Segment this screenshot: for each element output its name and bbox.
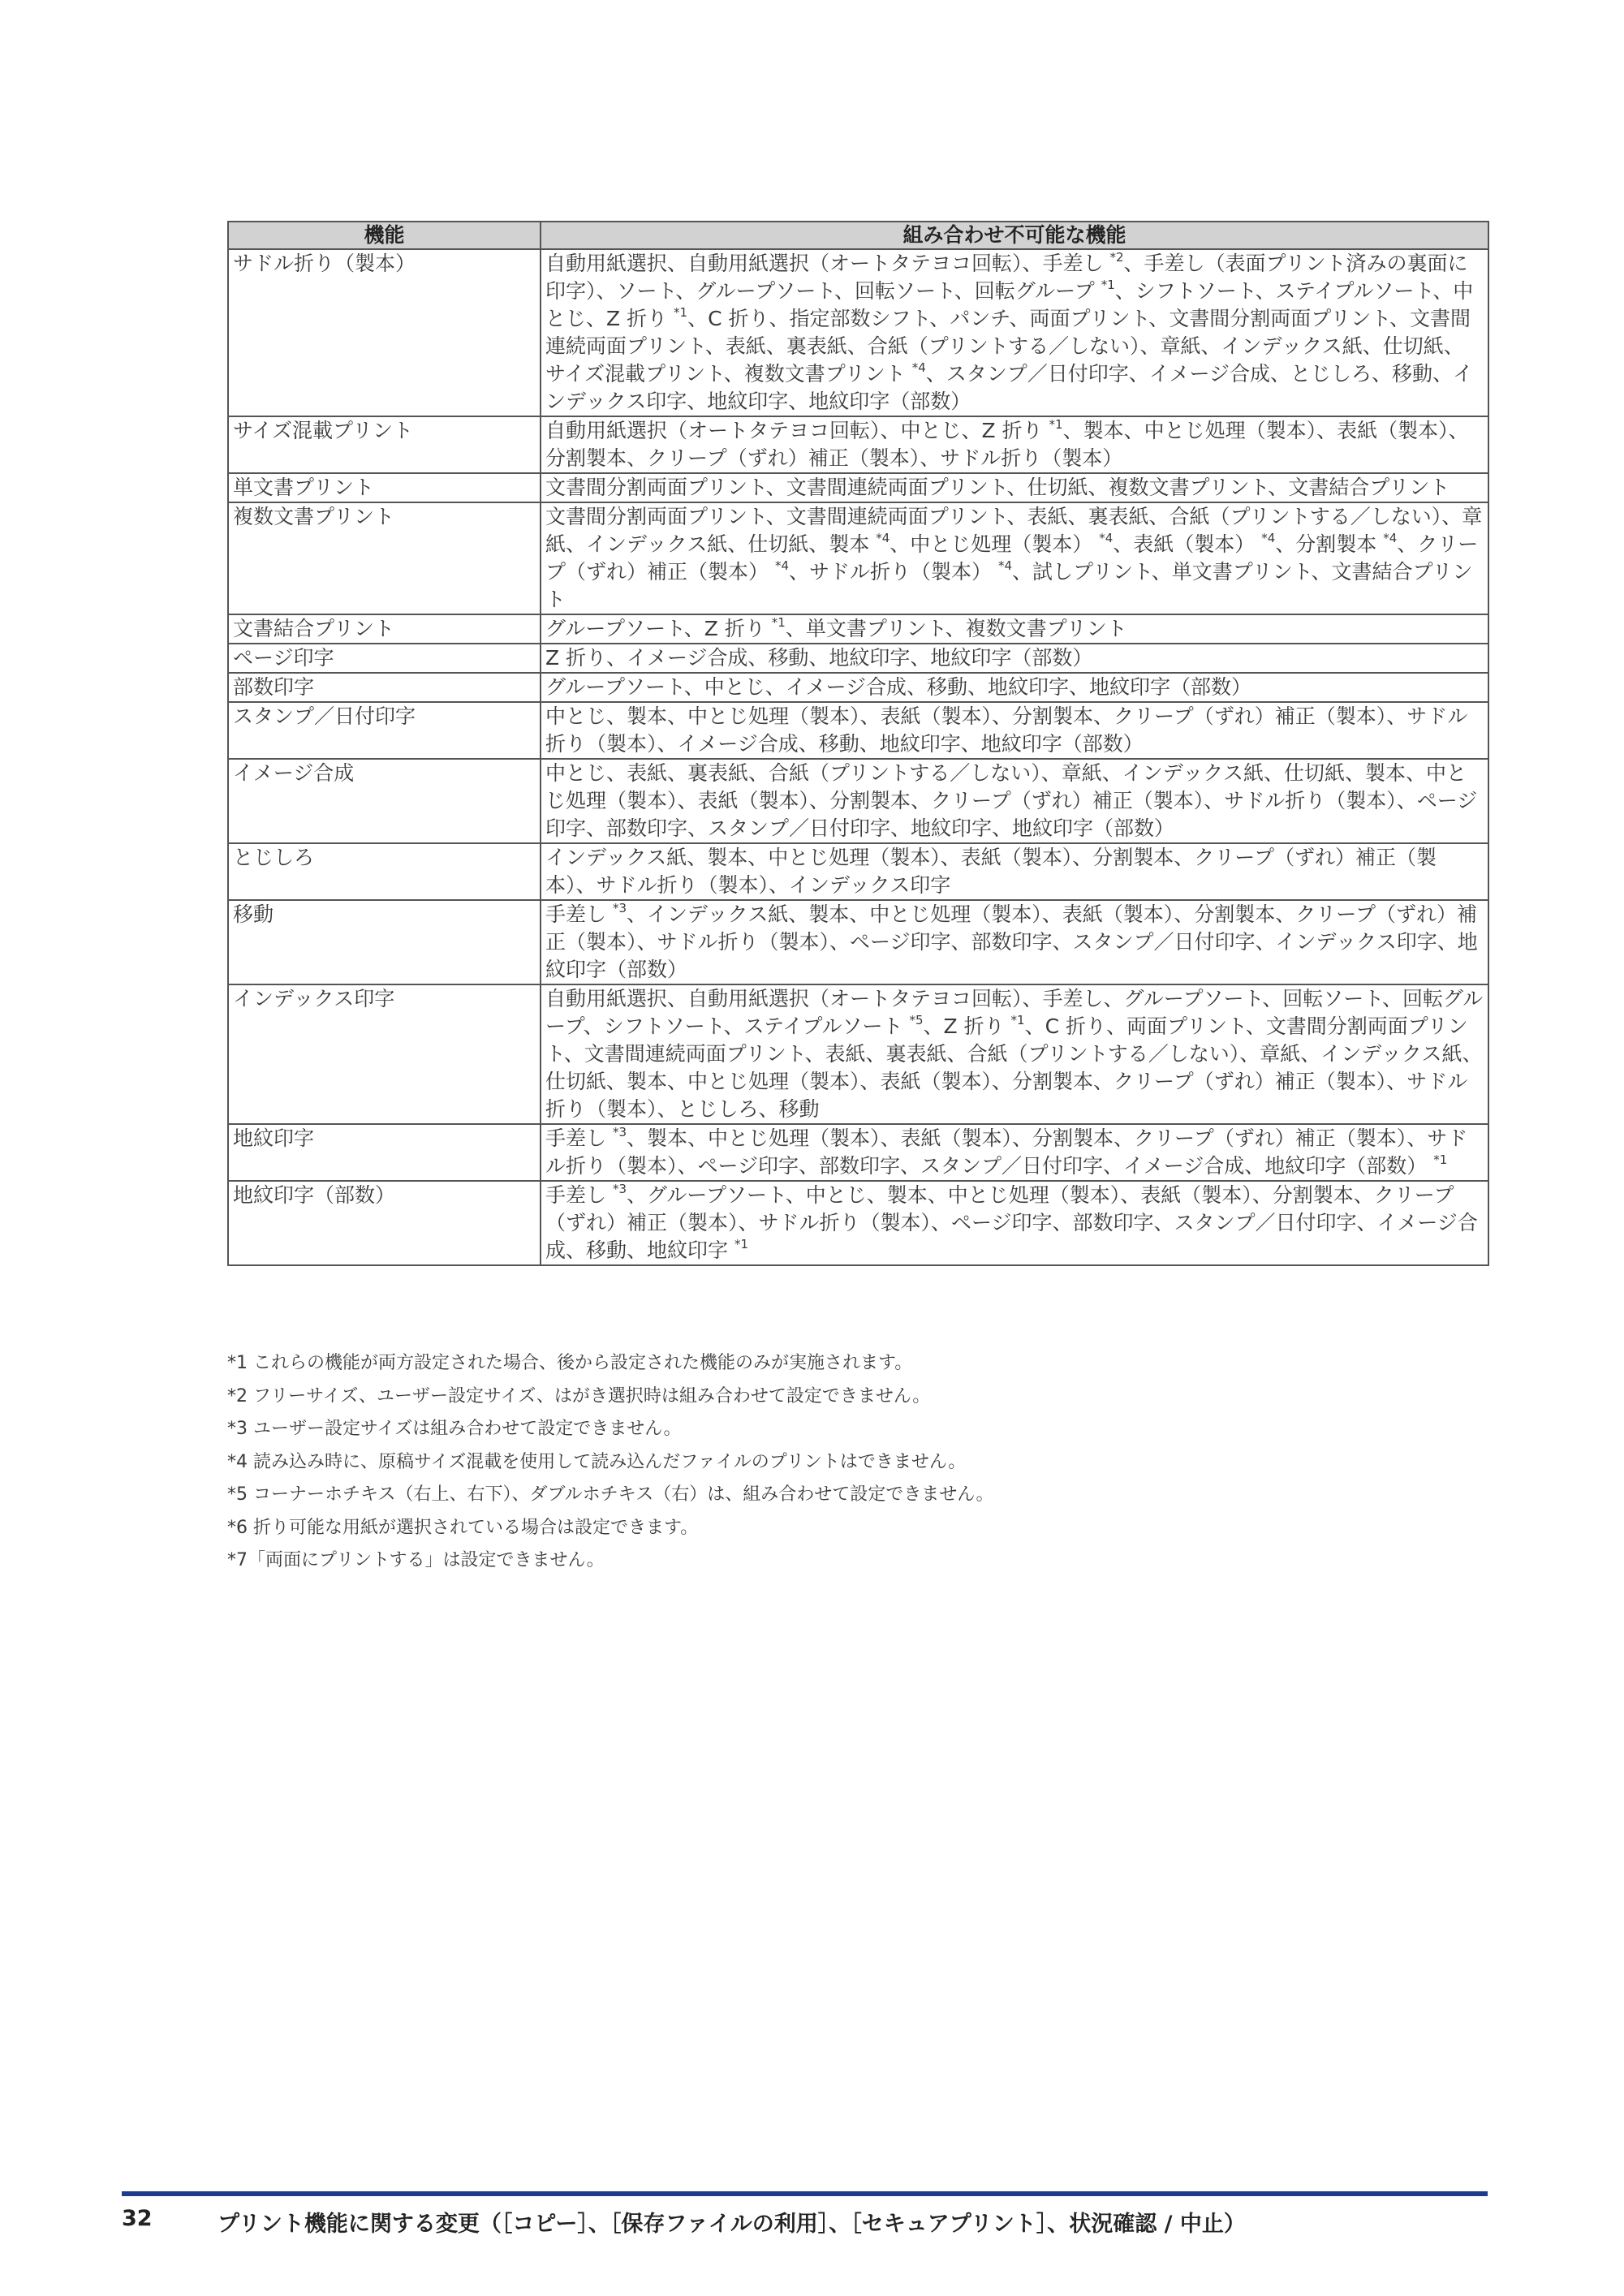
cell-text: 、サドル折り（製本） xyxy=(789,560,998,584)
feature-cell: サドル折り（製本） xyxy=(228,249,541,416)
footnote-ref: *4 xyxy=(1383,531,1398,545)
function-combination-table xyxy=(227,221,1489,1266)
cell-text: 、分割製本 xyxy=(1275,532,1384,556)
cell-text: 、試しプリント、単文書プリント、文書結合プリント xyxy=(545,560,1473,611)
feature-cell: ページ印字 xyxy=(228,644,541,673)
footnote-ref: *4 xyxy=(774,558,789,573)
cell-text: 、手差し（表面プリント済みの裏面に印字）、ソート、グループソート、回転ソート、回転グループ xyxy=(545,252,1468,303)
footnote: *5 コーナーホチキス（右上、右下）、ダブルホチキス（右）は、組み合わせて設定できません。 xyxy=(227,1484,994,1505)
cell-text: 自動用紙選択（オートタテヨコ回転）、中とじ、Z 折り xyxy=(545,419,1049,442)
table-row xyxy=(228,900,1488,984)
footnote-ref: *3 xyxy=(612,1182,627,1196)
cell-text: 手差し xyxy=(545,902,613,926)
incompatible-cell xyxy=(541,843,1488,900)
feature-cell: 地紋印字（部数） xyxy=(228,1181,541,1265)
table-row xyxy=(228,502,1488,614)
footnote-ref: *1 xyxy=(771,615,786,630)
footnotes xyxy=(227,1347,1488,1578)
footnote: *2 フリーサイズ、ユーザー設定サイズ、はがき選択時は組み合わせて設定できません。 xyxy=(227,1385,931,1406)
footnote-ref: *4 xyxy=(1261,531,1276,545)
footnote-ref: *1 xyxy=(1049,417,1063,432)
feature-cell: サイズ混載プリント xyxy=(228,416,541,473)
incompatible-cell xyxy=(541,759,1488,843)
cell-text: 中とじ、表紙、裏表紙、合紙（プリントする／しない）、章紙、インデックス紙、仕切紙、製本、中とじ処理（製本）、表紙（製本）、分割製本、クリープ（ずれ）補正（製本）、サドル折り（製本）、ページ印字、部数印字、スタンプ／日付印字、地紋印字、地紋印字（部数） xyxy=(545,761,1478,840)
cell-text: 手差し xyxy=(545,1126,613,1150)
footnote: *4 読み込み時に、原稿サイズ混載を使用して読み込んだファイルのプリントはできません。 xyxy=(227,1451,967,1472)
feature-cell: イメージ合成 xyxy=(228,759,541,843)
footnote-ref: *3 xyxy=(612,901,627,915)
cell-text: インデックス紙、製本、中とじ処理（製本）、表紙（製本）、分割製本、クリープ（ずれ）補正（製本）、サドル折り（製本）、インデックス印字 xyxy=(545,846,1437,897)
footnote: *7「両面にプリントする」は設定できません。 xyxy=(227,1550,605,1570)
footnote-ref: *1 xyxy=(1010,1013,1025,1027)
incompatible-cell xyxy=(541,702,1488,759)
table-row xyxy=(228,473,1488,502)
footnote-ref: *3 xyxy=(612,1125,627,1139)
cell-text: Z 折り、イメージ合成、移動、地紋印字、地紋印字（部数） xyxy=(545,646,1093,670)
cell-text: 文書間分割両面プリント、文書間連続両面プリント、仕切紙、複数文書プリント、文書結合プリント xyxy=(545,476,1450,499)
table-row xyxy=(228,614,1488,644)
table-row xyxy=(228,249,1488,416)
table-row xyxy=(228,1124,1488,1181)
table-row xyxy=(228,416,1488,473)
table-row xyxy=(228,843,1488,900)
incompatible-cell xyxy=(541,984,1488,1124)
footnote-ref: *1 xyxy=(734,1237,748,1251)
footnote: *1 これらの機能が両方設定された場合、後から設定された機能のみが実施されます。 xyxy=(227,1353,913,1373)
feature-cell: 部数印字 xyxy=(228,673,541,702)
incompatible-cell xyxy=(541,614,1488,644)
footer-title: プリント機能に関する変更（［コピー］、［保存ファイルの利用］、［セキュアプリント］、状況確認 / 中止） xyxy=(218,2212,1246,2237)
table-body xyxy=(228,249,1488,1265)
incompatible-cell xyxy=(541,416,1488,473)
cell-text: 、C 折り、両面プリント、文書間分割両面プリント、文書間連続両面プリント、表紙、裏表紙、合紙（プリントする／しない）、章紙、インデックス紙、仕切紙、製本、中とじ処理（製本）、表紙（製本）、分割製本、クリープ（ずれ）補正（製本）、サドル折り（製本）、とじしろ、移動 xyxy=(545,1014,1483,1121)
cell-text: 、シフトソート、ステイプルソート、中とじ、Z 折り xyxy=(545,279,1474,330)
footnote-ref: *4 xyxy=(997,558,1012,573)
feature-cell: とじしろ xyxy=(228,843,541,900)
table-row xyxy=(228,673,1488,702)
feature-cell: 単文書プリント xyxy=(228,473,541,502)
incompatible-cell xyxy=(541,900,1488,984)
cell-text: 、表紙（製本） xyxy=(1113,532,1262,556)
footnote-ref: *1 xyxy=(674,305,688,320)
cell-text: グループソート、Z 折り xyxy=(545,617,772,640)
cell-text: 、製本、中とじ処理（製本）、表紙（製本）、分割製本、クリープ（ずれ）補正（製本）、サドル折り（製本）、ページ印字、部数印字、スタンプ／日付印字、イメージ合成、地紋印字（部数） xyxy=(545,1126,1468,1178)
header-incompatible: 組み合わせ不可能な機能 xyxy=(541,222,1488,249)
cell-text: 文書間分割両面プリント、文書間連続両面プリント、表紙、裏表紙、合紙（プリントする／しない）、章紙、インデックス紙、仕切紙、製本 xyxy=(545,505,1483,556)
cell-text: グループソート、中とじ、イメージ合成、移動、地紋印字、地紋印字（部数） xyxy=(545,675,1252,699)
cell-text: 自動用紙選択、自動用紙選択（オートタテヨコ回転）、手差し、グループソート、回転ソート、回転グループ、シフトソート、ステイプルソート xyxy=(545,987,1484,1038)
cell-text: 手差し xyxy=(545,1183,613,1207)
cell-text: 、単文書プリント、複数文書プリント xyxy=(785,617,1127,640)
table-row xyxy=(228,984,1488,1124)
table-row xyxy=(228,1181,1488,1265)
feature-cell: インデックス印字 xyxy=(228,984,541,1124)
cell-text: 、グループソート、中とじ、製本、中とじ処理（製本）、表紙（製本）、分割製本、クリープ（ずれ）補正（製本）、サドル折り（製本）、ページ印字、部数印字、スタンプ／日付印字、イメージ合成、移動、地紋印字 xyxy=(545,1183,1478,1262)
footnote-ref: *4 xyxy=(911,360,926,375)
cell-text: 、クリープ（ずれ）補正（製本） xyxy=(545,532,1479,584)
incompatible-cell xyxy=(541,473,1488,502)
cell-text: 自動用紙選択、自動用紙選択（オートタテヨコ回転）、手差し xyxy=(545,252,1110,275)
footnote-ref: *5 xyxy=(909,1013,924,1027)
cell-text: 、スタンプ／日付印字、イメージ合成、とじしろ、移動、インデックス印字、地紋印字、地紋印字（部数） xyxy=(545,362,1474,413)
footnote: *6 折り可能な用紙が選択されている場合は設定できます。 xyxy=(227,1517,699,1538)
table-row xyxy=(228,644,1488,673)
incompatible-cell xyxy=(541,1124,1488,1181)
feature-cell: 移動 xyxy=(228,900,541,984)
cell-text: 、中とじ処理（製本） xyxy=(890,532,1100,556)
cell-text: 、Z 折り xyxy=(923,1014,1011,1038)
incompatible-cell xyxy=(541,249,1488,416)
table-head xyxy=(228,222,1488,249)
cell-text: 、インデックス紙、製本、中とじ処理（製本）、表紙（製本）、分割製本、クリープ（ずれ）補正（製本）、サドル折り（製本）、ページ印字、部数印字、スタンプ／日付印字、インデックス印字、地紋印字（部数） xyxy=(545,902,1478,981)
footnote-ref: *1 xyxy=(1101,278,1115,292)
footer-rule xyxy=(122,2191,1488,2196)
feature-cell: 文書結合プリント xyxy=(228,614,541,644)
incompatible-cell xyxy=(541,502,1488,614)
footnote-ref: *4 xyxy=(1099,531,1114,545)
page-number: 32 xyxy=(122,2206,153,2231)
cell-text: 中とじ、製本、中とじ処理（製本）、表紙（製本）、分割製本、クリープ（ずれ）補正（製本）、サドル折り（製本）、イメージ合成、移動、地紋印字、地紋印字（部数） xyxy=(545,704,1468,756)
footnote-ref: *1 xyxy=(1433,1152,1448,1167)
incompatible-cell xyxy=(541,644,1488,673)
table-row xyxy=(228,702,1488,759)
incompatible-cell xyxy=(541,673,1488,702)
header-feature: 機能 xyxy=(228,222,541,249)
table-row xyxy=(228,759,1488,843)
footnote-ref: *4 xyxy=(876,531,890,545)
incompatible-cell xyxy=(541,1181,1488,1265)
footnote: *3 ユーザー設定サイズは組み合わせて設定できません。 xyxy=(227,1419,682,1439)
cell-text: 、C 折り、指定部数シフト、パンチ、両面プリント、文書間分割両面プリント、文書間連続両面プリント、表紙、裏表紙、合紙（プリントする／しない）、章紙、インデックス紙、仕切紙、サイズ混載プリント、複数文書プリント xyxy=(545,307,1471,386)
feature-cell: スタンプ／日付印字 xyxy=(228,702,541,759)
feature-cell: 複数文書プリント xyxy=(228,502,541,614)
feature-cell: 地紋印字 xyxy=(228,1124,541,1181)
cell-text: 、製本、中とじ処理（製本）、表紙（製本）、分割製本、クリープ（ずれ）補正（製本）、サドル折り（製本） xyxy=(545,419,1469,470)
footnote-ref: *2 xyxy=(1109,250,1124,265)
table-header-row xyxy=(228,222,1488,249)
